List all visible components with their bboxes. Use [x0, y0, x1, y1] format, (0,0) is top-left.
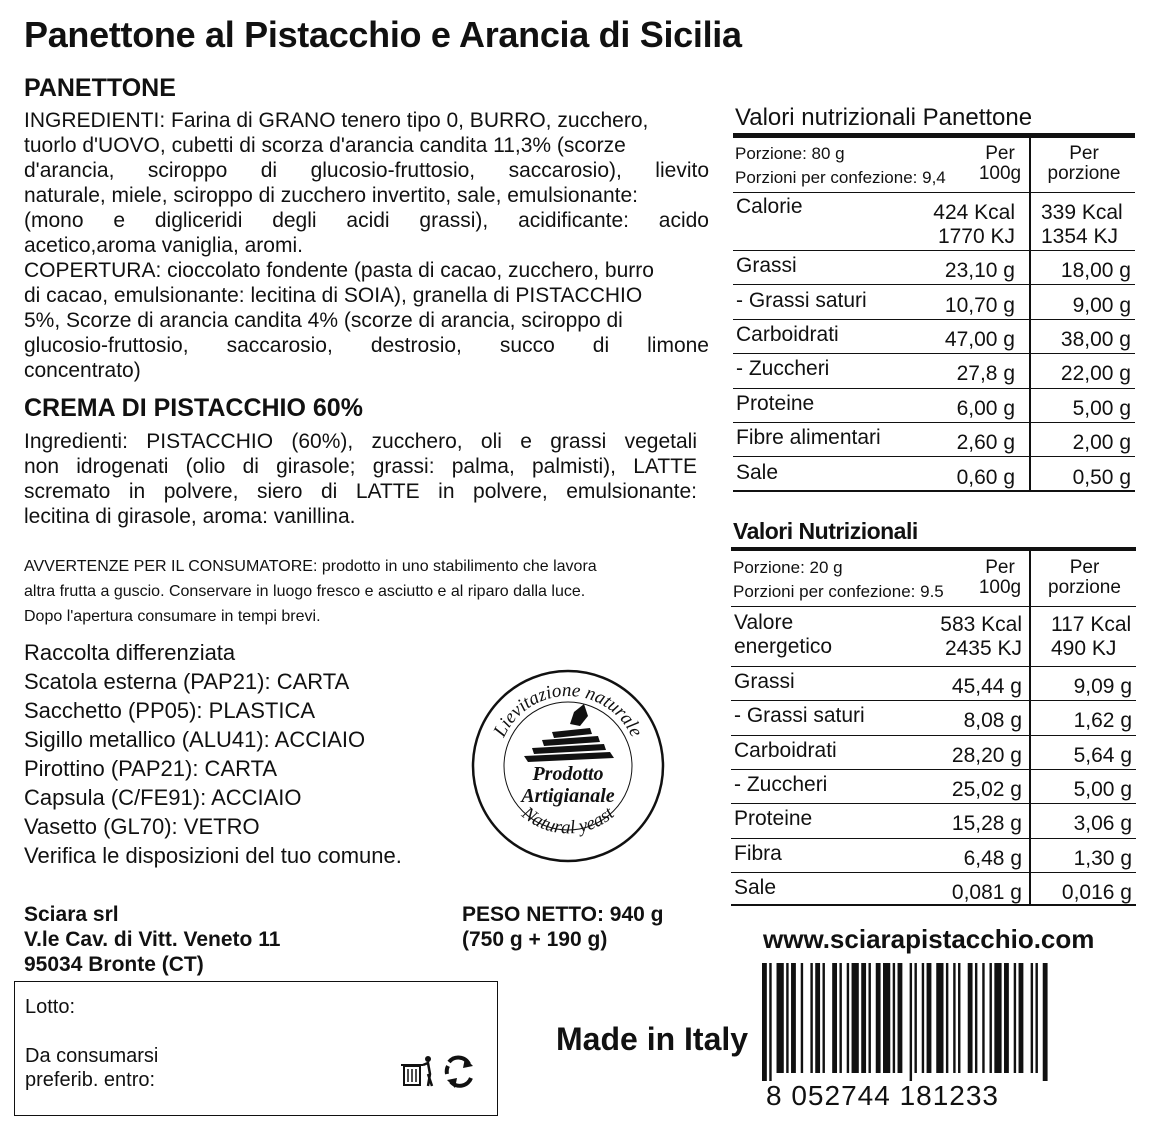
nutrition-row — [731, 838, 1136, 872]
barcode-bar — [1014, 963, 1016, 1073]
barcode-bar — [898, 963, 903, 1073]
value-per-portion — [1051, 613, 1131, 661]
expiry-label-2: preferib. entro: — [25, 1069, 156, 1091]
nutrition-rows — [733, 192, 1135, 492]
consumer-warning — [24, 554, 694, 629]
barcode-bar — [786, 963, 788, 1073]
barcode-bar — [946, 963, 948, 1073]
ingredients-line: glucosio-fruttosio, saccarosio, destrosio, succo di limone — [24, 334, 709, 357]
barcode-bar — [958, 963, 960, 1073]
nutrient-label: Sale — [736, 460, 779, 484]
nutrition-rows — [731, 606, 1136, 906]
col-portion-2: porzione — [1047, 163, 1121, 184]
barcode-bar — [876, 963, 881, 1073]
barcode-bar — [982, 963, 984, 1073]
value-per100: 8,08 g — [963, 709, 1022, 733]
barcode-bar — [893, 963, 895, 1073]
barcode-bar — [1035, 963, 1037, 1073]
nutrient-label: Fibre alimentari — [736, 426, 881, 450]
nutrition-table-crema — [731, 518, 1136, 906]
natural-yeast-seal — [470, 668, 666, 864]
nutrient-label: - Zuccheri — [734, 773, 828, 797]
crema-heading: CREMA DI PISTACCHIO 60% — [24, 394, 363, 422]
ingredients-line: Ingredienti: PISTACCHIO (60%), zucchero, oli e grassi vegetali — [24, 430, 697, 453]
value-per100: 0,60 g — [956, 465, 1015, 489]
value-line: 339 Kcal — [1041, 201, 1123, 224]
value-per-portion: 38,00 g — [1060, 327, 1131, 351]
barcode-bar — [762, 963, 767, 1081]
company-street: V.le Cav. di Vitt. Veneto 11 — [24, 928, 281, 951]
value-per-portion — [1041, 201, 1123, 249]
panettone-heading: PANETTONE — [24, 74, 176, 102]
barcode-bar — [823, 963, 825, 1073]
value-per100 — [933, 201, 1015, 249]
col-portion-2: porzione — [1048, 577, 1121, 598]
divider — [731, 547, 1136, 551]
ingredients-line: lecitina di girasole, aroma: vanillina. — [24, 505, 356, 528]
col-per100-2: 100g — [978, 577, 1022, 598]
barcode-bar — [975, 963, 977, 1073]
col-per100-1: Per — [985, 557, 1015, 578]
nutrient-label: Proteine — [736, 391, 815, 415]
barcode-bar — [839, 963, 841, 1073]
recycling-item: Pirottino (PAP21): CARTA — [24, 756, 278, 781]
nutrition-row — [731, 803, 1136, 837]
panettone-ingredients — [24, 108, 709, 383]
value-per-portion: 1,62 g — [1073, 709, 1132, 733]
col-portion-1: Per — [1069, 143, 1099, 164]
barcode-bar — [769, 963, 771, 1081]
portion: Porzione: 80 g — [735, 144, 845, 163]
barcode-bar — [1031, 963, 1033, 1073]
barcode-bar — [791, 963, 796, 1073]
barcode-bar — [1019, 963, 1024, 1073]
value-per100: 6,48 g — [963, 846, 1022, 870]
nutrition-row — [731, 666, 1136, 700]
nutrition-row — [731, 735, 1136, 769]
barcode-bar — [777, 963, 784, 1073]
company-address — [24, 902, 280, 977]
ingredients-line: INGREDIENTI: Farina di GRANO tenero tipo 0, BURRO, zucchero, — [24, 109, 649, 132]
page-title: Panettone al Pistacchio e Arancia di Sicilia — [24, 14, 742, 55]
recycling-item: Capsula (C/FE91): ACCIAIO — [24, 785, 302, 810]
nutrition-row — [731, 872, 1136, 906]
nutrient-label-line: energetico — [734, 635, 833, 658]
portion: Porzione: 20 g — [733, 558, 843, 577]
company-city: 95034 Bronte (CT) — [24, 953, 204, 976]
seal-top-arc: Lievitazione naturale — [489, 679, 647, 741]
ingredients-line: (mono e digliceridi degli acidi grassi), acidificante: acido — [24, 209, 709, 232]
nutrition-row — [733, 284, 1135, 318]
col-per100-1: Per — [985, 143, 1015, 164]
barcode-bar — [936, 963, 943, 1073]
barcode-bar — [852, 963, 859, 1073]
nutrient-label: Sale — [734, 875, 777, 899]
value-per-portion: 18,00 g — [1060, 259, 1131, 283]
nutrient-label: - Zuccheri — [736, 357, 830, 381]
ingredients-line: tuorlo d'UOVO, cubetti di scorza d'arancia candita 11,3% (scorze — [24, 134, 626, 157]
barcode-bar — [994, 963, 1001, 1073]
value-per100: 23,10 g — [944, 259, 1015, 283]
lot-box — [14, 981, 498, 1116]
value-per-portion: 5,00 g — [1073, 778, 1132, 802]
nutrient-label: Fibra — [734, 841, 782, 865]
barcode-bar — [910, 963, 912, 1081]
recycling-list — [24, 638, 402, 870]
crema-ingredients — [24, 429, 697, 529]
barcode-bar — [922, 963, 924, 1073]
nutrient-label — [734, 611, 832, 659]
recycle-bin-icon — [401, 1054, 481, 1090]
portions-per-pack: Porzioni per confezione: 9,4 — [735, 168, 946, 187]
warning-line: AVVERTENZE PER IL CONSUMATORE: prodotto in uno stabilimento che lavora — [24, 558, 597, 575]
barcode-bar — [1043, 963, 1048, 1081]
nutrient-label: Grassi — [736, 254, 797, 278]
barcode-bar — [832, 963, 837, 1073]
value-per100: 45,44 g — [951, 675, 1022, 699]
divider — [733, 133, 1135, 138]
website-link[interactable]: www.sciarapistacchio.com — [763, 924, 1095, 954]
seal-stack-icon — [524, 704, 614, 762]
net-weight — [462, 902, 664, 952]
seal-bottom-text — [517, 802, 619, 838]
barcode-bar — [968, 963, 973, 1073]
lot-label: Lotto: — [25, 996, 76, 1018]
value-line: 1354 KJ — [1041, 225, 1119, 248]
recycling-item: Scatola esterna (PAP21): CARTA — [24, 669, 350, 694]
value-per100 — [940, 613, 1022, 661]
value-per-portion: 3,06 g — [1073, 812, 1132, 836]
ingredients-line: acetico,aroma vaniglia, aromi. — [24, 234, 303, 257]
ingredients-line: concentrato) — [24, 359, 141, 382]
recycling-note: Verifica le disposizioni del tuo comune. — [24, 843, 402, 868]
value-per-portion: 9,00 g — [1072, 293, 1131, 317]
barcode-bar — [868, 963, 870, 1073]
value-per-portion: 1,30 g — [1073, 846, 1132, 870]
value-per-portion: 5,00 g — [1072, 396, 1131, 420]
made-in-italy: Made in Italy — [556, 1021, 749, 1057]
value-line: 583 Kcal — [940, 613, 1022, 636]
nutrition-row — [731, 769, 1136, 803]
nutrition-row — [733, 353, 1135, 387]
nutrition-table-panettone — [733, 104, 1135, 492]
value-per-portion: 22,00 g — [1060, 362, 1131, 386]
recycling-item: Vasetto (GL70): VETRO — [24, 814, 260, 839]
seal-center-1: Prodotto — [532, 763, 604, 785]
ingredients-line: naturale, miele, sciroppo di zucchero invertito, sale, emulsionante: — [24, 184, 638, 207]
barcode-bar — [861, 963, 866, 1073]
net-weight-detail: (750 g + 190 g) — [462, 928, 608, 951]
value-per-portion: 5,64 g — [1073, 743, 1132, 767]
value-per-portion: 9,09 g — [1073, 675, 1132, 699]
value-per100: 28,20 g — [951, 743, 1022, 767]
barcode-digits: 8 052744 181233 — [766, 1080, 999, 1111]
nutrition-row — [731, 606, 1136, 666]
company-name: Sciara srl — [24, 903, 119, 926]
value-per100: 27,8 g — [956, 362, 1015, 386]
nutrition-row — [733, 422, 1135, 456]
barcode-bar — [914, 963, 916, 1073]
ingredients-line: di cacao, emulsionante: lecitina di SOIA), granella di PISTACCHIO — [24, 284, 643, 307]
portions-per-pack: Porzioni per confezione: 9.5 — [733, 582, 944, 601]
value-per100: 25,02 g — [951, 778, 1022, 802]
value-per100: 6,00 g — [956, 396, 1015, 420]
recycling-item: Sacchetto (PP05): PLASTICA — [24, 698, 316, 723]
nutrition-title: Valori Nutrizionali — [733, 518, 918, 544]
nutrition-title: Valori nutrizionali Panettone — [735, 104, 1033, 131]
divider — [731, 904, 1136, 906]
nutrient-label: Carboidrati — [736, 322, 839, 346]
value-per100: 47,00 g — [944, 327, 1015, 351]
nutrition-row — [733, 250, 1135, 284]
nutrient-label: - Grassi saturi — [736, 288, 867, 312]
barcode-bar — [810, 963, 812, 1073]
value-line: 117 Kcal — [1051, 613, 1132, 636]
value-per100: 10,70 g — [944, 293, 1015, 317]
nutrient-label: Grassi — [734, 670, 795, 694]
value-per-portion: 0,50 g — [1072, 465, 1131, 489]
ingredients-line: d'arancia, sciroppo di glucosio-fruttosio, saccarosio), lievito — [24, 159, 709, 182]
barcode-bar — [883, 963, 890, 1073]
ingredients-line: 5%, Scorze di arancia candita 4% (scorze di arancia, sciroppo di — [24, 309, 623, 332]
nutrient-label: Calorie — [736, 195, 803, 218]
barcode-bar — [990, 963, 992, 1073]
nutrition-row — [733, 192, 1135, 250]
value-per100: 15,28 g — [951, 812, 1022, 836]
divider — [733, 490, 1135, 492]
warning-line: Dopo l'apertura consumare in tempi brevi. — [24, 608, 321, 625]
warning-line: altra frutta a guscio. Conservare in luogo fresco e asciutto e al riparo dalla luce. — [24, 583, 586, 600]
ingredients-line: COPERTURA: cioccolato fondente (pasta di cacao, zucchero, burro — [24, 259, 654, 282]
value-line: 490 KJ — [1051, 637, 1117, 660]
value-line: 424 Kcal — [933, 201, 1015, 224]
barcode-bar — [847, 963, 849, 1073]
value-per100: 0,081 g — [951, 880, 1022, 904]
value-line: 1770 KJ — [937, 225, 1015, 248]
barcode-bar — [801, 963, 803, 1073]
barcode-bar — [815, 963, 820, 1073]
barcode-bar — [1004, 963, 1009, 1073]
nutrient-label: - Grassi saturi — [734, 704, 865, 728]
nutrient-label-line: Valore — [734, 611, 794, 634]
recycling-item: Sigillo metallico (ALU41): ACCIAIO — [24, 727, 366, 752]
recycling-heading: Raccolta differenziata — [24, 640, 236, 665]
nutrient-label: Proteine — [734, 807, 813, 831]
expiry-label-1: Da consumarsi — [25, 1045, 159, 1067]
value-per100: 2,60 g — [956, 431, 1015, 455]
ingredients-line: scremato in polvere, siero di LATTE in polvere, emulsionante: — [24, 480, 697, 503]
seal-center-2: Artigianale — [521, 785, 615, 807]
value-per-portion: 2,00 g — [1072, 431, 1131, 455]
col-portion-1: Per — [1069, 557, 1100, 578]
net-weight-total: PESO NETTO: 940 g — [462, 903, 664, 926]
nutrition-row — [733, 388, 1135, 422]
nutrition-row — [733, 319, 1135, 353]
value-line: 2435 KJ — [944, 637, 1022, 660]
nutrition-row — [733, 456, 1135, 490]
seal-bottom-arc: Natural yeast — [517, 802, 619, 839]
ingredients-line: non idrogenati (olio di girasole; grassi: palma, palmisti), LATTE — [24, 455, 697, 478]
barcode — [762, 963, 1050, 1081]
col-per100-2: 100g — [978, 163, 1022, 184]
barcode-bar — [927, 963, 932, 1073]
barcode-bar — [953, 963, 955, 1073]
value-per-portion: 0,016 g — [1061, 880, 1132, 904]
nutrition-row — [731, 700, 1136, 734]
nutrient-label: Carboidrati — [734, 738, 837, 762]
